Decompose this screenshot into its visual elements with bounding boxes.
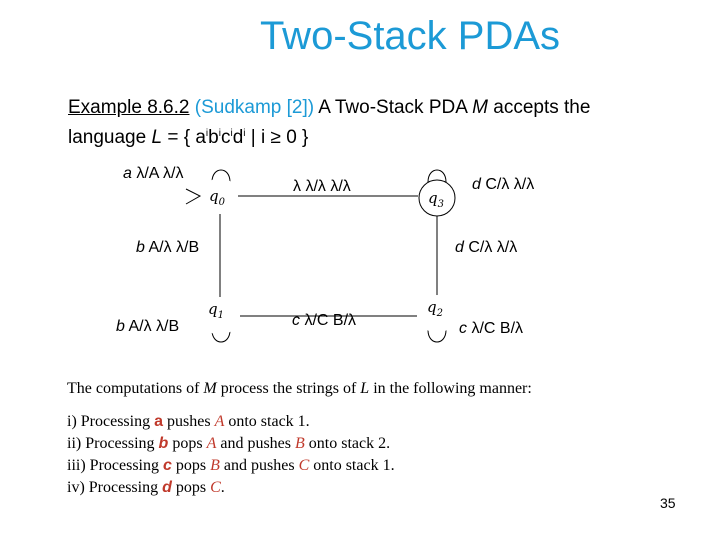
language-name: L [151,127,163,148]
transition-q1-q2: c λ/C B/λ [292,312,357,329]
intro-text-a: A Two-Stack PDA [314,97,473,118]
lang-d: d [232,127,244,148]
computations-description [67,380,667,499]
transition-q2-q3: d C/λ λ/λ [455,239,518,256]
machine-name: M [472,97,488,118]
page-number: 35 [660,495,676,511]
start-arrow [186,189,200,204]
step-d: iv) Processing d pops C. [67,479,225,496]
state-label-q3: $q_3$ [428,189,444,210]
step-a: i) Processing a pushes A onto stack 1. [67,413,310,430]
language-cond: | i ≥ 0 } [245,127,309,148]
exp-b: i [218,128,221,139]
language-prefix: language [68,127,152,148]
language-set: = { a [162,127,206,148]
transition-q1-loop: b A/λ λ/B [116,318,180,335]
citation: (Sudkamp [2]) [189,97,315,118]
intro-text-b: accepts the [487,97,591,118]
slide-title: Two-Stack PDAs [259,14,561,58]
transition-q2-loop: c λ/C B/λ [459,320,524,337]
exp-c: i [230,128,233,139]
lang-b: b [208,127,219,148]
exp-d: i [243,128,246,139]
transition-q0-q1: b A/λ λ/B [136,239,200,256]
lang-c: c [220,127,231,148]
transition-q3-loop: d C/λ λ/λ [472,176,535,193]
step-b: ii) Processing b pops A and pushes B onto stack 2. [67,435,391,452]
exp-a: i [205,128,209,139]
step-c: iii) Processing c pops B and pushes C onto stack 1. [67,457,395,474]
example-ref: Example 8.6.2 [68,97,190,118]
transition-q0-q3: λ λ/λ λ/λ [293,178,351,195]
transition-q0-loop: a λ/A λ/λ [123,165,184,182]
computations-lead: The computations of M process the strings of L in the following manner: [67,380,532,397]
state-label-q1: $q_1$ [208,300,224,321]
state-label-q2: $q_2$ [427,298,443,319]
state-q0 [202,178,238,214]
state-label-q0: $q_0$ [209,187,225,208]
